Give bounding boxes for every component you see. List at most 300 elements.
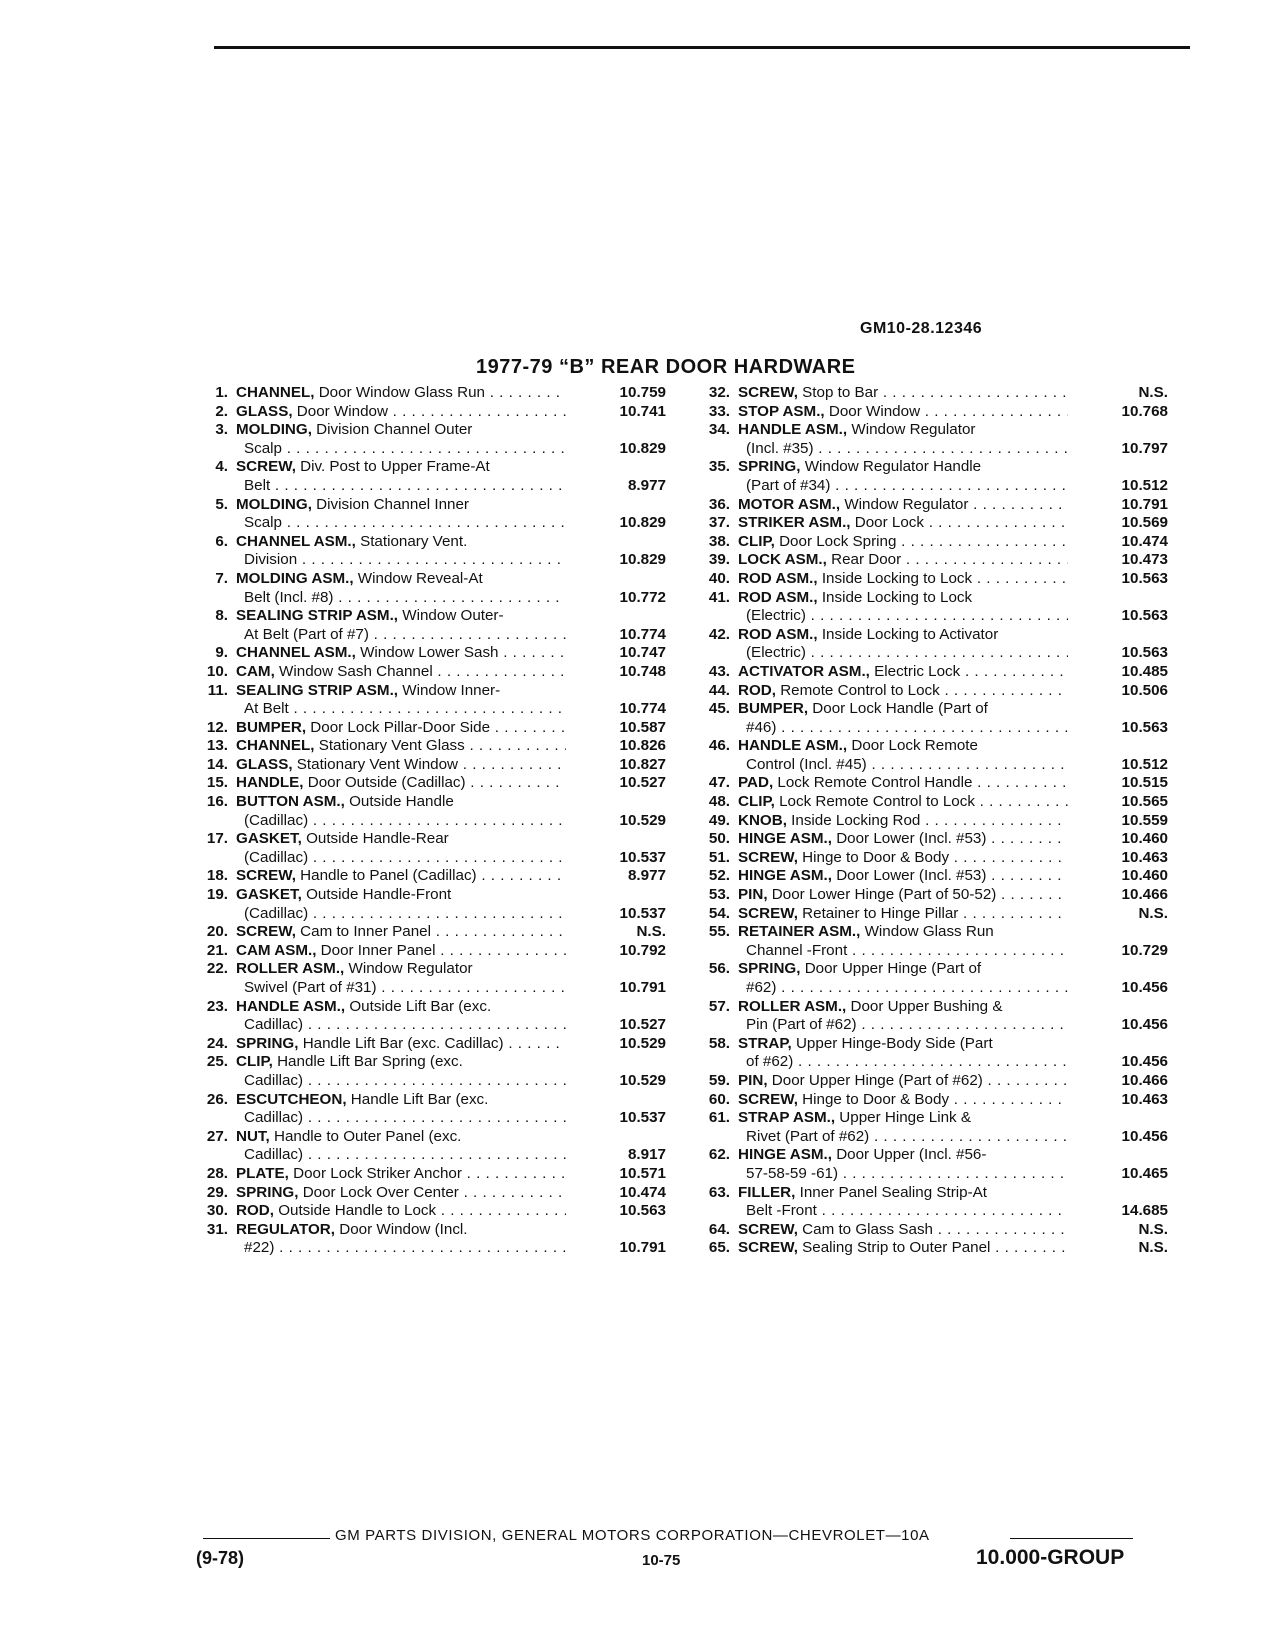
part-item [196,496,666,533]
part-first-line [236,533,566,552]
part-continuation-line [738,1053,1068,1072]
part-item [196,458,666,495]
part-item [196,1202,666,1221]
part-item [196,1128,666,1165]
part-group-code: 10.537 [619,1109,666,1127]
part-continuation-line [738,1016,1068,1035]
part-continuation-line [738,1202,1068,1221]
part-first-line [738,998,1068,1017]
part-detail-text: Div. Post to Upper Frame-At [300,458,490,476]
part-number: 10. [206,662,228,680]
part-detail-text: Door Lock Over Center [302,1183,459,1201]
part-name: REGULATOR, [236,1220,335,1238]
part-continuation-line [236,626,566,645]
part-first-line [236,867,566,886]
part-detail-text: Handle to Panel (Cadillac) [300,867,477,885]
part-name: BUMPER, [236,718,307,736]
part-first-line [236,384,566,403]
part-detail-text: Pin (Part of #62) [746,1016,857,1034]
part-detail-text: Belt -Front [746,1202,817,1220]
part-item [196,719,666,738]
part-detail-text: Stationary Vent Glass [318,737,465,755]
part-item [196,793,666,830]
part-name: ROLLER ASM., [738,997,847,1015]
part-first-line [236,830,566,849]
part-number: 51. [708,848,730,866]
part-continuation-line [236,979,566,998]
part-continuation-line [738,979,1068,998]
part-item [698,589,1168,626]
part-description [738,1091,1068,1110]
part-description [236,756,566,775]
part-detail-text: of #62) [746,1053,794,1071]
part-detail-text: Cam to Inner Panel [300,923,432,941]
part-detail-text: (Cadillac) [244,811,309,829]
part-item [196,533,666,570]
part-item [698,1072,1168,1091]
part-description [236,496,566,533]
part-first-line [236,403,566,422]
part-item [698,533,1168,552]
part-number: 61. [708,1109,730,1127]
part-description [236,960,566,997]
part-group-code: 10.473 [1121,551,1168,569]
part-first-line [738,533,1068,552]
part-description [738,793,1068,812]
part-number: 65. [708,1239,730,1257]
part-item [698,1035,1168,1072]
part-first-line [236,496,566,515]
part-continuation-line [236,514,566,533]
part-number: 20. [206,923,228,941]
part-group-code: 10.485 [1121,662,1168,680]
part-item [196,682,666,719]
part-description [236,570,566,607]
part-item [196,384,666,403]
part-item [698,403,1168,422]
part-item [698,1221,1168,1240]
part-first-line [738,812,1068,831]
part-first-line [738,923,1068,942]
part-number: 12. [206,718,228,736]
part-continuation-line [236,1239,566,1258]
part-continuation-line [738,644,1068,663]
part-description [738,923,1068,960]
part-description [236,458,566,495]
part-detail-text: Window Inner- [402,681,501,699]
part-description [738,867,1068,886]
part-number: 16. [206,793,228,811]
part-continuation-line [738,477,1068,496]
part-description [236,1035,566,1054]
part-name: SCREW, [738,1090,798,1108]
part-number: 42. [708,625,730,643]
part-first-line [236,923,566,942]
part-item [698,514,1168,533]
footer-page-number: 10-75 [642,1552,681,1569]
part-group-code: 10.569 [1121,514,1168,532]
part-detail-text: Upper Hinge Link & [839,1109,971,1127]
part-number: 15. [206,774,228,792]
part-group-code: 10.527 [619,1016,666,1034]
part-group-code: N.S. [636,923,666,941]
part-group-code: 14.685 [1121,1202,1168,1220]
part-first-line [236,570,566,589]
part-group-code: N.S. [1138,1220,1168,1238]
part-description [738,1221,1068,1240]
part-detail-text: Window Regulator [348,960,473,978]
part-item [196,607,666,644]
part-continuation-line [236,849,566,868]
part-detail-text: #22) [244,1239,275,1257]
part-continuation-line [236,440,566,459]
part-group-code: 10.512 [1121,755,1168,773]
part-number: 6. [215,532,228,550]
part-first-line [738,905,1068,924]
part-description [236,1202,566,1221]
part-detail-text: Inner Panel Sealing Strip-At [799,1183,988,1201]
footer-group: 10.000-GROUP [976,1546,1125,1569]
part-number: 8. [215,607,228,625]
part-number: 45. [708,700,730,718]
part-item [698,1184,1168,1221]
part-first-line [738,1146,1068,1165]
part-number: 28. [206,1164,228,1182]
part-first-line [738,886,1068,905]
part-group-code: 8.917 [627,1146,666,1164]
part-detail-text: At Belt (Part of #7) [244,625,369,643]
part-description [236,1053,566,1090]
part-item [196,737,666,756]
part-first-line [738,570,1068,589]
part-detail-text: Scalp [244,439,282,457]
part-name: ROD ASM., [738,588,818,606]
part-number: 47. [708,774,730,792]
part-detail-text: (Incl. #35) [746,439,814,457]
part-detail-text: Remote Control to Lock [780,681,940,699]
part-detail-text: Electric Lock [874,662,961,680]
part-item [196,1053,666,1090]
part-detail-text: (Electric) [746,644,806,662]
part-item [196,886,666,923]
part-group-code: 10.791 [1121,495,1168,513]
part-item [698,960,1168,997]
part-group-code: 10.729 [1121,941,1168,959]
part-detail-text: Door Lower Hinge (Part of 50-52) [771,886,997,904]
part-description [236,867,566,886]
part-group-code: 10.774 [619,700,666,718]
part-name: SCREW, [738,1220,798,1238]
part-first-line [236,1035,566,1054]
part-name: ROD, [738,681,776,699]
part-item [698,1146,1168,1183]
part-name: CAM, [236,662,275,680]
document-code: GM10-28.12346 [860,320,983,337]
part-description [236,1184,566,1203]
part-description [236,421,566,458]
part-name: CAM ASM., [236,941,317,959]
part-first-line [738,867,1068,886]
part-item [698,737,1168,774]
part-item [698,793,1168,812]
part-group-code: 10.527 [619,774,666,792]
part-first-line [738,626,1068,645]
part-description [738,384,1068,403]
part-continuation-line [236,551,566,570]
part-description [236,942,566,961]
part-detail-text: Control (Incl. #45) [746,755,867,773]
part-continuation-line [236,1072,566,1091]
part-first-line [236,737,566,756]
part-group-code: 10.829 [619,439,666,457]
part-item [698,905,1168,924]
part-description [738,960,1068,997]
part-number: 25. [206,1053,228,1071]
part-first-line [738,589,1068,608]
part-first-line [236,644,566,663]
part-first-line [236,1184,566,1203]
part-name: HANDLE, [236,774,304,792]
part-group-code: 10.463 [1121,1090,1168,1108]
part-first-line [236,998,566,1017]
part-group-code: 10.774 [619,625,666,643]
part-description [236,1091,566,1128]
part-group-code: 10.797 [1121,439,1168,457]
part-first-line [738,1109,1068,1128]
part-detail-text: Retainer to Hinge Pillar [802,904,959,922]
part-detail-text: Belt (Incl. #8) [244,588,334,606]
part-first-line [738,551,1068,570]
part-number: 46. [708,737,730,755]
part-description [738,551,1068,570]
part-detail-text: Handle Lift Bar Spring (exc. [277,1053,463,1071]
part-continuation-line [236,812,566,831]
part-number: 36. [708,495,730,513]
part-continuation-line [738,942,1068,961]
part-first-line [236,756,566,775]
part-group-code: 10.559 [1121,811,1168,829]
part-first-line [738,514,1068,533]
part-detail-text: (Part of #34) [746,476,831,494]
part-name: ROD ASM., [738,569,818,587]
part-description [236,737,566,756]
part-detail-text: Rivet (Part of #62) [746,1127,870,1145]
part-description [738,812,1068,831]
part-first-line [738,682,1068,701]
part-description [738,886,1068,905]
part-description [738,496,1068,515]
part-detail-text: Inside Locking to Lock [821,569,973,587]
part-description [236,1165,566,1184]
part-group-code: 10.456 [1121,1053,1168,1071]
part-continuation-line [236,589,566,608]
part-detail-text: At Belt [244,700,289,718]
part-description [738,998,1068,1035]
part-item [196,998,666,1035]
part-group-code: 8.977 [627,476,666,494]
part-item [698,1239,1168,1258]
part-group-code: 10.792 [619,941,666,959]
part-number: 23. [206,997,228,1015]
part-continuation-line [236,905,566,924]
part-description [738,774,1068,793]
part-name: HANDLE ASM., [236,997,346,1015]
part-description [236,793,566,830]
part-number: 27. [206,1127,228,1145]
part-name: ROLLER ASM., [236,960,345,978]
part-detail-text: Window Glass Run [864,923,994,941]
part-number: 7. [215,569,228,587]
part-first-line [738,737,1068,756]
part-item [698,384,1168,403]
part-name: SCREW, [738,384,798,401]
part-number: 39. [708,551,730,569]
part-group-code: 10.829 [619,551,666,569]
part-item [698,812,1168,831]
part-description [236,886,566,923]
part-number: 59. [708,1071,730,1089]
part-detail-text: Handle Lift Bar (exc. [350,1090,489,1108]
part-group-code: 10.747 [619,644,666,662]
part-item [698,886,1168,905]
part-item [698,700,1168,737]
part-name: SPRING, [236,1034,299,1052]
part-first-line [738,496,1068,515]
part-detail-text: Door Upper Hinge (Part of #62) [771,1071,983,1089]
part-name: CLIP, [738,793,775,811]
part-item [698,496,1168,515]
part-number: 2. [215,402,228,420]
part-group-code: 10.456 [1121,1016,1168,1034]
part-detail-text: Door Window [296,402,388,420]
part-first-line [738,1072,1068,1091]
part-description [236,923,566,942]
part-group-code: 10.512 [1121,476,1168,494]
part-first-line [236,1091,566,1110]
part-description [738,514,1068,533]
top-rule [214,46,1190,49]
part-item [196,867,666,886]
part-detail-text: Handle Lift Bar (exc. Cadillac) [302,1034,504,1052]
part-name: SEALING STRIP ASM., [236,607,399,625]
part-name: PIN, [738,886,768,904]
part-detail-text: Upper Hinge-Body Side (Part [795,1034,993,1052]
part-detail-text: (Electric) [746,607,806,625]
part-group-code: 10.826 [619,737,666,755]
part-group-code: 10.474 [1121,532,1168,550]
part-name: HINGE ASM., [738,867,832,885]
part-description [738,1146,1068,1183]
part-detail-text: Scalp [244,514,282,532]
part-name: CHANNEL, [236,384,315,401]
part-detail-text: (Cadillac) [244,904,309,922]
part-item [196,570,666,607]
part-detail-text: Division [244,551,298,569]
part-item [698,626,1168,663]
part-name: GASKET, [236,886,302,904]
part-item [196,421,666,458]
part-detail-text: Window Outer- [402,607,504,625]
part-detail-text: (Cadillac) [244,848,309,866]
part-number: 37. [708,514,730,532]
part-description [738,663,1068,682]
part-name: ACTIVATOR ASM., [738,662,870,680]
part-group-code: 10.748 [619,662,666,680]
part-continuation-line [738,440,1068,459]
parts-list-right-column [698,384,1168,1258]
part-number: 35. [708,458,730,476]
part-name: SPRING, [738,458,801,476]
part-detail-text: Window Sash Channel [279,662,433,680]
part-item [698,663,1168,682]
part-description [738,1184,1068,1221]
part-continuation-line [738,607,1068,626]
part-name: SCREW, [738,904,798,922]
part-name: HANDLE ASM., [738,737,848,755]
part-number: 54. [708,904,730,922]
part-number: 38. [708,532,730,550]
part-name: GLASS, [236,402,293,420]
part-number: 32. [708,384,730,401]
part-first-line [738,849,1068,868]
part-item [196,774,666,793]
part-item [698,421,1168,458]
part-detail-text: Division Channel Outer [316,421,473,439]
part-number: 5. [215,495,228,513]
part-name: SCREW, [236,923,296,941]
part-detail-text: Door Lower (Incl. #53) [836,867,987,885]
part-item [698,774,1168,793]
part-name: STOP ASM., [738,402,825,420]
part-detail-text: Belt [244,476,271,494]
part-item [196,1165,666,1184]
part-number: 62. [708,1146,730,1164]
part-group-code: 10.460 [1121,867,1168,885]
part-number: 3. [215,421,228,439]
part-detail-text: Sealing Strip to Outer Panel [802,1239,991,1257]
part-detail-text: #46) [746,718,777,736]
part-number: 44. [708,681,730,699]
part-number: 58. [708,1034,730,1052]
part-item [698,1091,1168,1110]
part-item [196,1035,666,1054]
parts-list-left-column [196,384,666,1258]
part-detail-text: Outside Lift Bar (exc. [349,997,492,1015]
part-group-code: 10.529 [619,1071,666,1089]
part-name: CLIP, [236,1053,273,1071]
part-name: CHANNEL ASM., [236,644,356,662]
part-description [738,1109,1068,1146]
part-group-code: 10.759 [619,384,666,401]
part-item [196,1184,666,1203]
part-description [236,1128,566,1165]
part-description [738,626,1068,663]
part-detail-text: Door Inner Panel [320,941,436,959]
part-group-code: 10.563 [1121,607,1168,625]
part-detail-text: Door Lock Pillar-Door Side [310,718,491,736]
part-description [236,663,566,682]
part-detail-text: #62) [746,979,777,996]
part-name: CHANNEL ASM., [236,532,356,550]
part-item [698,849,1168,868]
part-detail-text: Door Upper (Incl. #56- [836,1146,987,1164]
part-detail-text: Outside Handle-Front [306,886,452,904]
part-continuation-line [738,719,1068,738]
part-item [196,644,666,663]
part-first-line [236,1165,566,1184]
part-detail-text: Stop to Bar [802,384,879,401]
part-first-line [738,384,1068,403]
